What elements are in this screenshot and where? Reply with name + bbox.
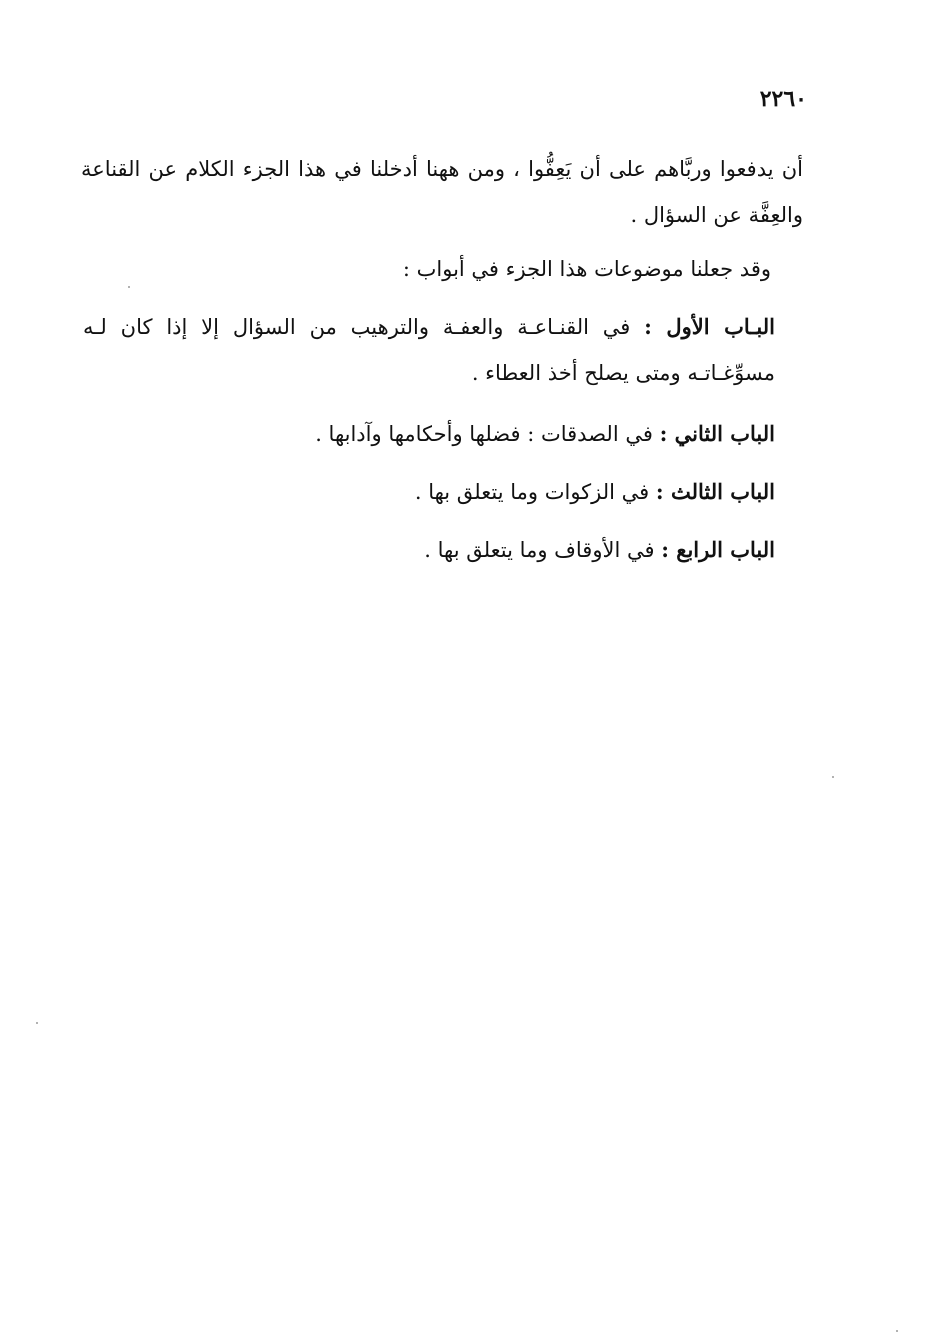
plan-paragraph: وقد جعلنا موضوعات هذا الجزء في أبواب : xyxy=(402,257,771,281)
chapter-3-title: الباب الثالث : xyxy=(655,479,775,504)
chapter-2-text: في الصدقات : فضلها وأحكامها وآدابها . xyxy=(315,422,653,446)
scan-speck xyxy=(896,1330,898,1332)
scan-speck xyxy=(832,776,834,778)
page-number: ٢٢٦٠ xyxy=(759,86,807,112)
scan-speck xyxy=(128,286,130,288)
chapter-1-text: في القنـاعـة والعفـة والترهيب من السؤال إلا إذا كان لـه مسوِّغـاتـه ومتى يصلح أخذ العطاء . xyxy=(83,315,775,385)
chapter-4-title: الباب الرابع : xyxy=(661,537,775,562)
chapter-3-text: في الزكوات وما يتعلق بها . xyxy=(414,480,650,504)
chapter-2-title: الباب الثاني : xyxy=(659,421,775,446)
chapter-1-title: البـاب الأول : xyxy=(644,314,775,339)
intro-paragraph: أن يدفعوا وربَّاهم على أن يَعِفُّوا ، ومن ههنا أدخلنا في هذا الجزء الكلام عن القناعة والعِفَّة عن السؤال . xyxy=(81,157,803,227)
scan-speck xyxy=(36,1022,38,1024)
chapter-1-paragraph xyxy=(83,304,775,396)
chapter-4-paragraph xyxy=(424,527,775,573)
chapter-2-paragraph xyxy=(315,411,775,457)
chapter-3-paragraph xyxy=(415,469,775,515)
chapter-4-text: في الأوقاف وما يتعلق بها . xyxy=(424,538,655,562)
